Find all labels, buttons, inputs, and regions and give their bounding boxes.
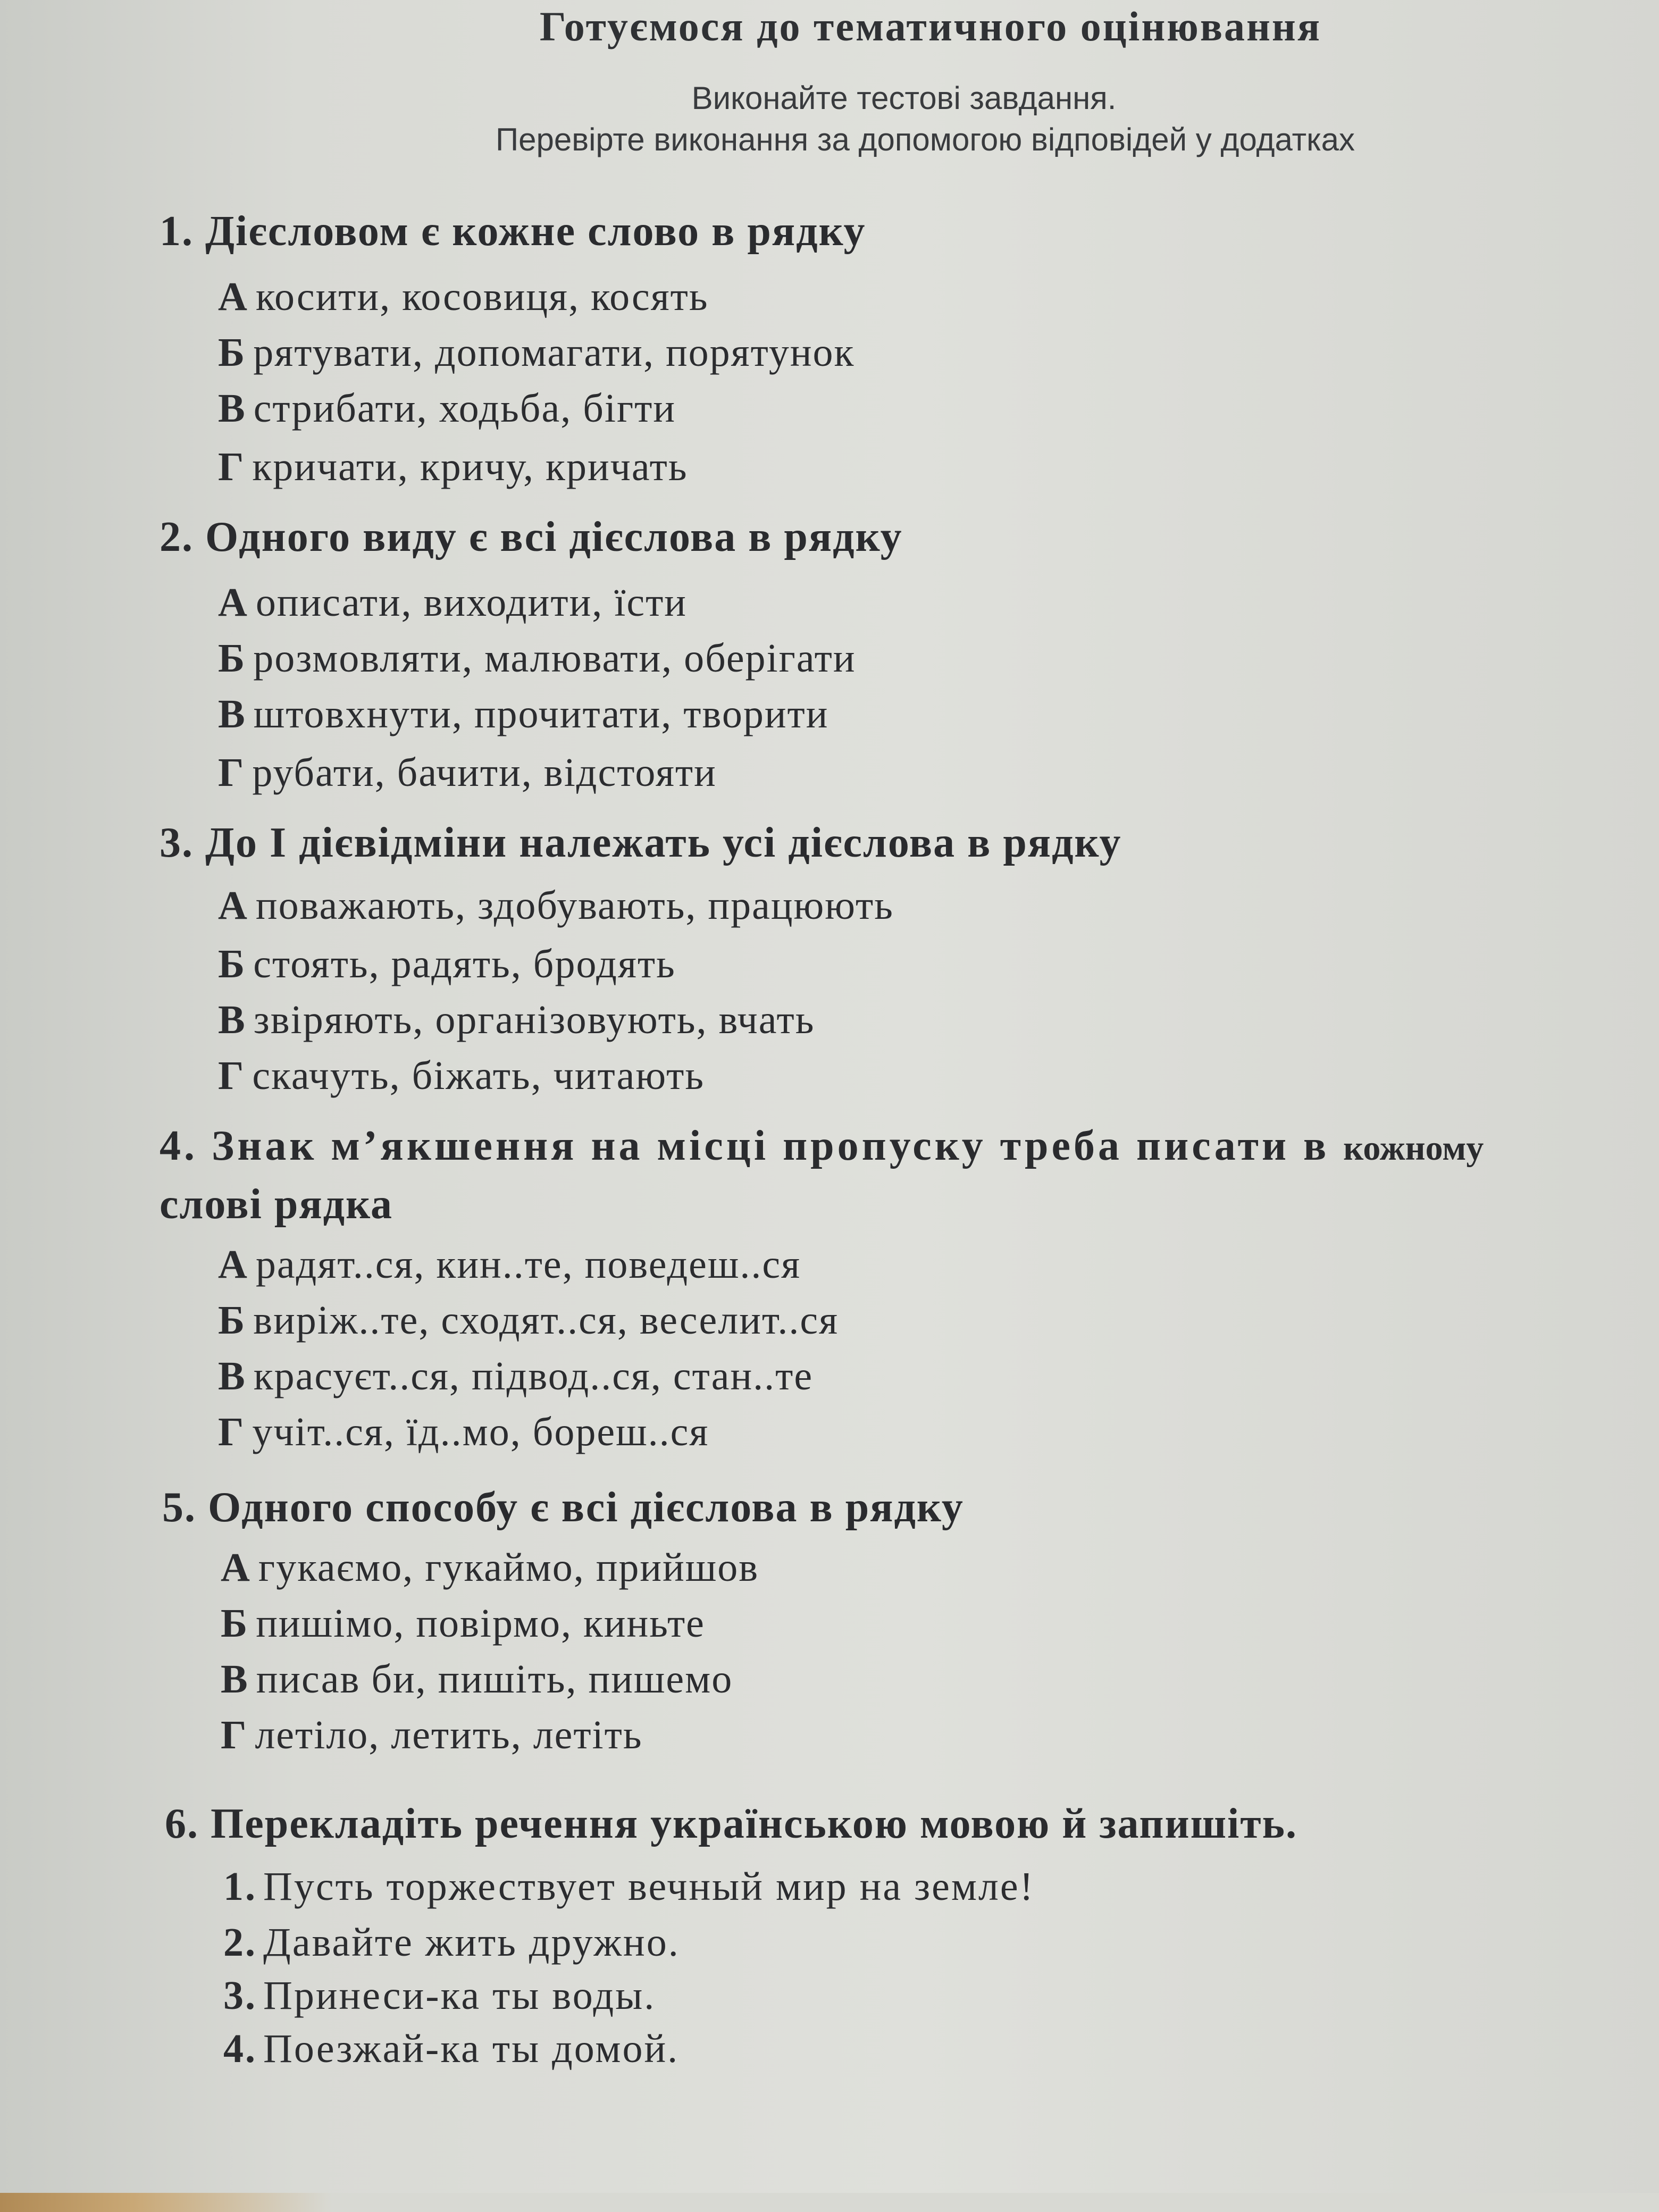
- question-4-prompt-line-1: [160, 1122, 1484, 1170]
- option-text: описати, виходити, їсти: [255, 580, 687, 625]
- question-4-option-b: [218, 1297, 839, 1344]
- sentence-text: Принеси-ка ты воды.: [263, 1973, 656, 2018]
- option-letter: В: [218, 998, 246, 1042]
- option-letter: В: [218, 386, 246, 431]
- option-text: пишімо, повірмо, киньте: [256, 1601, 705, 1646]
- question-4-prompt-line-2: слові рядка: [160, 1181, 393, 1228]
- option-letter: Б: [218, 330, 246, 375]
- option-letter: В: [221, 1657, 249, 1702]
- question-2-option-d: [218, 750, 717, 796]
- option-letter: В: [218, 1354, 246, 1398]
- question-6-sentence-2: [223, 1920, 680, 1966]
- option-letter: А: [218, 1242, 248, 1287]
- question-5-option-c: [221, 1656, 733, 1703]
- question-3-option-b: [218, 941, 676, 987]
- option-text: звіряють, організовують, вчать: [253, 998, 815, 1042]
- option-text: стоять, радять, бродять: [253, 942, 676, 986]
- question-5-prompt: 5. Одного способу є всі дієслова в рядку: [162, 1484, 964, 1531]
- question-5-option-a: [221, 1545, 759, 1591]
- option-text: скачуть, біжать, читають: [252, 1053, 705, 1098]
- option-text: кричати, кричу, кричать: [252, 445, 688, 489]
- question-1-option-b: [218, 330, 854, 376]
- question-6-sentence-4: [223, 2026, 679, 2072]
- question-4-option-c: [218, 1353, 813, 1400]
- sentence-number: 2.: [223, 1920, 257, 1965]
- option-text: рятувати, допомагати, порятунок: [253, 330, 855, 375]
- option-text: косити, косовиця, косять: [255, 274, 709, 319]
- question-1-option-d: [218, 444, 688, 490]
- option-letter: Б: [221, 1601, 249, 1646]
- option-text: учіт..ся, їд..мо, бореш..ся: [252, 1410, 709, 1454]
- option-letter: Г: [218, 1410, 245, 1454]
- option-letter: Г: [218, 1053, 245, 1098]
- option-text: гукаємо, гукаймо, прийшов: [258, 1545, 759, 1590]
- question-3-prompt: 3. До І дієвідміни належать усі дієслова в рядку: [160, 819, 1122, 866]
- question-3-option-c: [218, 997, 815, 1043]
- question-1-option-a: [218, 274, 709, 320]
- option-letter: Б: [218, 636, 246, 681]
- question-6-sentence-3: [223, 1973, 656, 2019]
- option-letter: Г: [218, 445, 245, 489]
- question-5-option-d: [221, 1712, 643, 1758]
- question-6-prompt: 6. Перекладіть речення українською мовою й запишіть.: [165, 1800, 1297, 1847]
- table-edge: [0, 2193, 1659, 2212]
- option-letter: Б: [218, 942, 246, 986]
- question-2-option-c: [218, 691, 828, 738]
- option-text: виріж..те, сходят..ся, веселит..ся: [253, 1298, 839, 1343]
- sentence-text: Пусть торжествует вечный мир на земле!: [263, 1864, 1035, 1909]
- question-1-prompt: 1. Дієсловом є кожне слово в рядку: [160, 208, 866, 255]
- option-text: стрибати, ходьба, бігти: [253, 386, 676, 431]
- option-letter: А: [218, 580, 248, 625]
- option-text: штовхнути, прочитати, творити: [253, 692, 829, 736]
- option-text: красуєт..ся, підвод..ся, стан..те: [253, 1354, 814, 1398]
- option-letter: А: [218, 883, 248, 928]
- sentence-number: 1.: [223, 1864, 257, 1909]
- prompt-tail: кожному: [1343, 1129, 1484, 1168]
- prompt-main: 4. Знак м’якшення на місці пропуску треба писати в: [160, 1122, 1330, 1169]
- option-text: розмовляти, малювати, оберігати: [253, 636, 856, 681]
- option-text: поважають, здобувають, працюють: [255, 883, 894, 928]
- sentence-number: 4.: [223, 2026, 257, 2071]
- option-text: радят..ся, кин..те, поведеш..ся: [255, 1242, 801, 1287]
- question-4-option-a: [218, 1242, 801, 1288]
- option-letter: Б: [218, 1298, 246, 1343]
- question-2-option-b: [218, 635, 856, 682]
- question-5-option-b: [221, 1601, 705, 1647]
- question-1-option-c: [218, 386, 676, 432]
- instruction-line-1: Виконайте тестові завдання.: [691, 80, 1117, 116]
- question-2-prompt: 2. Одного виду є всі дієслова в рядку: [160, 514, 903, 560]
- option-text: летіло, летить, летіть: [255, 1713, 643, 1757]
- option-letter: А: [218, 274, 248, 319]
- option-letter: А: [221, 1545, 251, 1590]
- question-3-option-d: [218, 1053, 705, 1099]
- sentence-number: 3.: [223, 1973, 257, 2018]
- option-text: рубати, бачити, відстояти: [252, 750, 717, 795]
- sentence-text: Поезжай-ка ты домой.: [263, 2026, 680, 2071]
- question-2-option-a: [218, 580, 687, 626]
- option-letter: В: [218, 692, 246, 736]
- page-title: Готуємося до тематичного оцінювання: [539, 3, 1322, 49]
- question-4-option-d: [218, 1409, 709, 1455]
- option-text: писав би, пишіть, пишемо: [256, 1657, 733, 1702]
- question-3-option-a: [218, 883, 894, 929]
- option-letter: Г: [218, 750, 245, 795]
- instruction-line-2: Перевірте виконання за допомогою відповідей у додатках: [495, 122, 1355, 157]
- sentence-text: Давайте жить дружно.: [263, 1920, 680, 1965]
- option-letter: Г: [221, 1713, 248, 1757]
- question-6-sentence-1: [223, 1864, 1035, 1910]
